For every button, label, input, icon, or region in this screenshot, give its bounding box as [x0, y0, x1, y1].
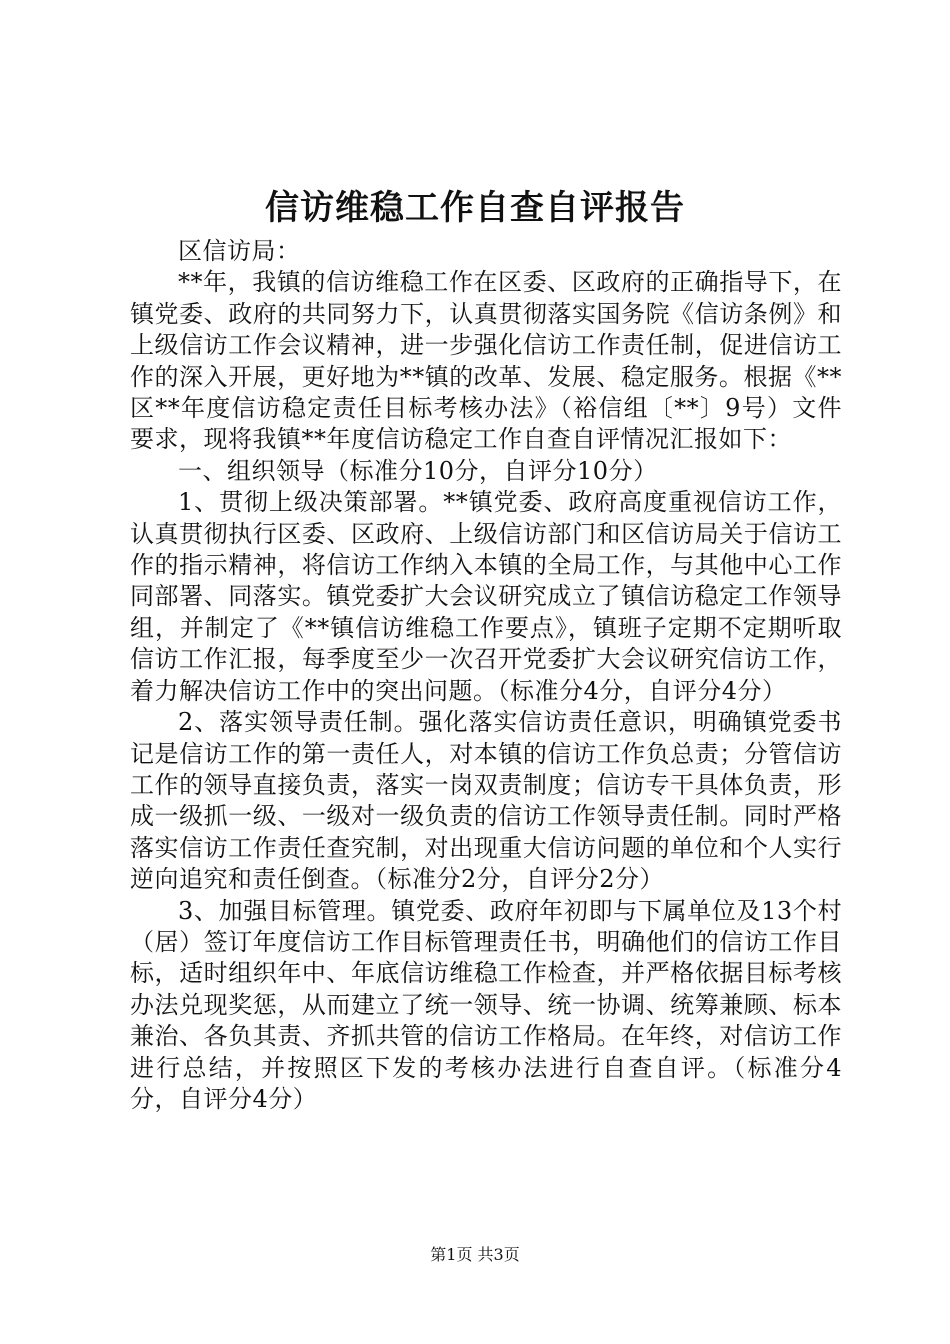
paragraph-item-3: 3、加强目标管理。镇党委、政府年初即与下属单位及13个村（居）签订年度信访工作目标管理责任书，明确他们的信访工作目标，适时组织年中、年底信访维稳工作检查，并严格依据目标考核办法兑现奖惩，从而建立了统一领导、统一协调、统筹兼顾、标本兼治、各负其责、齐抓共管的信访工作格局。在年终，对信访工作进行总结，并按照区下发的考核办法进行自查自评。（标准分4分，自评分4分） — [130, 896, 842, 1113]
paragraph-item-1: 1、贯彻上级决策部署。**镇党委、政府高度重视信访工作，认真贯彻执行区委、区政府、上级信访部门和区信访局关于信访工作的指示精神，将信访工作纳入本镇的全局工作，与其他中心工作同部署、同落实。镇党委扩大会议研究成立了镇信访稳定工作领导组，并制定了《**镇信访维稳工作要点》，镇班子定期不定期听取信访工作汇报，每季度至少一次召开党委扩大会议研究信访工作，着力解决信访工作中的突出问题。（标准分4分，自评分4分） — [130, 488, 842, 705]
paragraph-intro: **年，我镇的信访维稳工作在区委、区政府的正确指导下，在镇党委、政府的共同努力下，认真贯彻落实国务院《信访条例》和上级信访工作会议精神，进一步强化信访工作责任制，促进信访工作的深入开展，更好地为**镇的改革、发展、稳定服务。根据《**区**年度信访稳定责任目标考核办法》（裕信组〔**〕9号）文件要求，现将我镇**年度信访稳定工作自查自评情况汇报如下： — [130, 268, 842, 454]
section-heading-organization: 一、组织领导（标准分10分，自评分10分） — [178, 456, 658, 485]
document-body — [130, 236, 842, 1115]
page-footer: 第1页 共3页 — [430, 1245, 520, 1264]
paragraph-item-2: 2、落实领导责任制。强化落实信访责任意识，明确镇党委书记是信访工作的第一责任人，对本镇的信访工作负总责；分管信访工作的领导直接负责，落实一岗双责制度；信访专干具体负责，形成一级抓一级、一级对一级负责的信访工作领导责任制。同时严格落实信访工作责任查究制，对出现重大信访问题的单位和个人实行逆向追究和责任倒查。（标准分2分，自评分2分） — [130, 708, 842, 894]
salutation: 区信访局： — [178, 237, 301, 265]
document-title: 信访维稳工作自查自评报告 — [265, 188, 685, 228]
